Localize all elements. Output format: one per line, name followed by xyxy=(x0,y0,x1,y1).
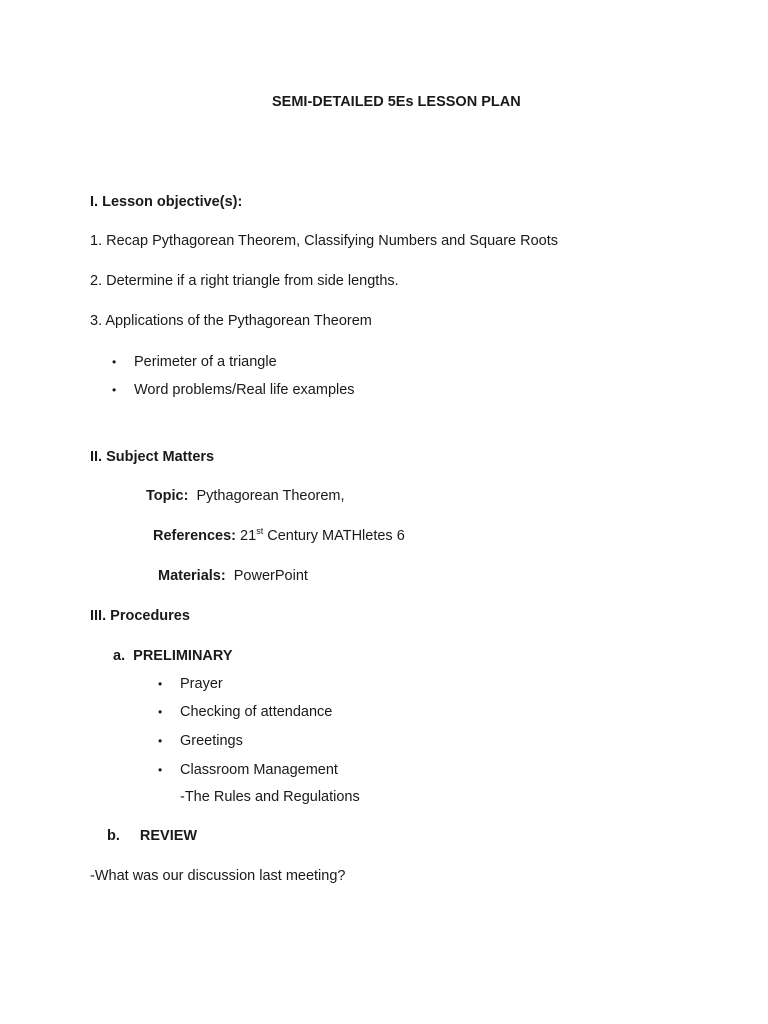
preliminary-item-2 xyxy=(158,703,332,721)
objective-item-2: 2. Determine if a right triangle from side lengths. xyxy=(90,273,399,289)
objective-bullet-1 xyxy=(112,353,277,371)
bullet-text: Word problems/Real life examples xyxy=(134,382,355,398)
preliminary-item-4 xyxy=(158,761,338,779)
bullet-icon: • xyxy=(112,355,117,369)
bullet-text: Perimeter of a triangle xyxy=(134,354,277,370)
preliminary-subitem: -The Rules and Regulations xyxy=(180,789,360,805)
references-value: 21st Century MATHletes 6 xyxy=(240,526,405,544)
preliminary-item-1 xyxy=(158,675,223,693)
review-question: -What was our discussion last meeting? xyxy=(90,868,346,884)
bullet-icon: • xyxy=(112,383,117,397)
review-label: REVIEW xyxy=(139,828,198,844)
preliminary-item-3 xyxy=(158,732,243,750)
materials-value: PowerPoint xyxy=(233,568,308,584)
preliminary-label: PRELIMINARY xyxy=(133,648,233,664)
objectives-heading: I. Lesson objective(s): xyxy=(90,194,243,210)
bullet-icon: • xyxy=(158,677,163,691)
topic-label: Topic: xyxy=(146,488,189,504)
preliminary-row xyxy=(113,647,233,665)
procedures-heading: III. Procedures xyxy=(90,608,190,624)
document-title: SEMI-DETAILED 5Es LESSON PLAN xyxy=(272,94,521,110)
references-label: References: xyxy=(153,528,237,544)
bullet-text: Checking of attendance xyxy=(180,704,333,720)
topic-value: Pythagorean Theorem, xyxy=(196,488,345,504)
objective-item-3: 3. Applications of the Pythagorean Theorem xyxy=(90,313,372,329)
materials-row xyxy=(158,567,308,585)
subject-heading: II. Subject Matters xyxy=(90,449,215,465)
bullet-text: Greetings xyxy=(180,733,243,749)
objective-item-1: 1. Recap Pythagorean Theorem, Classifying Numbers and Square Roots xyxy=(90,233,559,249)
references-row xyxy=(153,527,405,545)
preliminary-marker: a. xyxy=(113,648,126,664)
bullet-icon: • xyxy=(158,763,163,777)
bullet-text: Classroom Management xyxy=(180,762,338,778)
bullet-icon: • xyxy=(158,705,163,719)
materials-label: Materials: xyxy=(158,568,226,584)
topic-row xyxy=(146,487,345,505)
bullet-icon: • xyxy=(158,734,163,748)
review-marker: b. xyxy=(107,828,120,844)
objective-bullet-2 xyxy=(112,381,355,399)
review-row xyxy=(107,827,197,845)
bullet-text: Prayer xyxy=(180,676,223,692)
